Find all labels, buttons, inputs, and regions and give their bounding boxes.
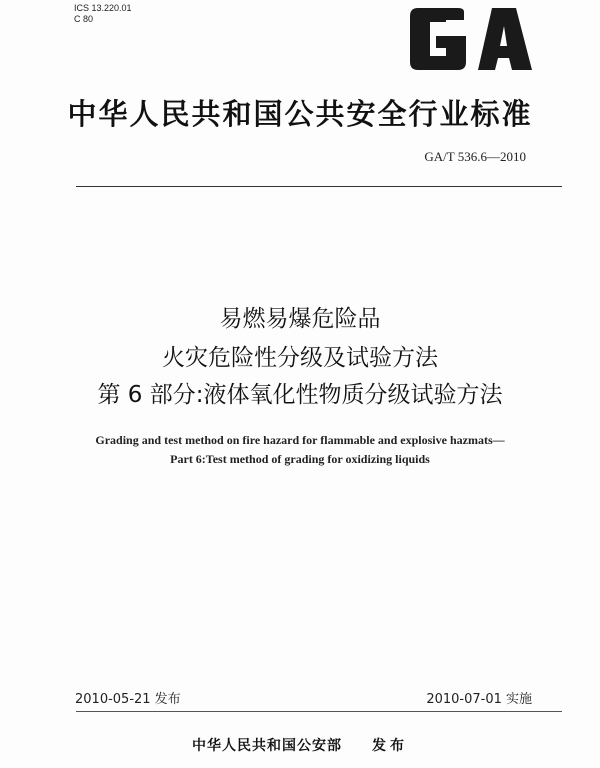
issue-verb: 发布 [372,738,408,754]
footer-divider [76,711,562,712]
ics-code: ICS 13.220.01 [74,3,132,13]
ga-logo [408,6,534,72]
issue-date: 2010-05-21 发布 [75,692,181,707]
cn-title-line-1: 易燃易爆危险品 [219,306,381,332]
en-title-line-1: Grading and test method on fire hazard for flammable and explosive hazmats— [95,433,505,447]
standard-number: GA/T 536.6—2010 [424,149,526,164]
cn-title-line-2: 火灾危险性分级及试验方法 [162,345,438,371]
en-title-line-2: Part 6:Test method of grading for oxidizing liquids [170,452,430,466]
header-divider [76,186,562,187]
ccs-code: C 80 [74,14,94,24]
implementation-date: 2010-07-01 实施 [426,692,532,707]
ga-logo-graphic [408,6,534,72]
issuer-name: 中华人民共和国公安部 [192,738,342,754]
standard-category-title: 中华人民共和国公共安全行业标准 [67,97,533,131]
cn-title-line-3: 第 6 部分:液体氧化性物质分级试验方法 [97,382,503,408]
classification-codes [74,3,132,25]
issuing-authority [0,735,600,755]
